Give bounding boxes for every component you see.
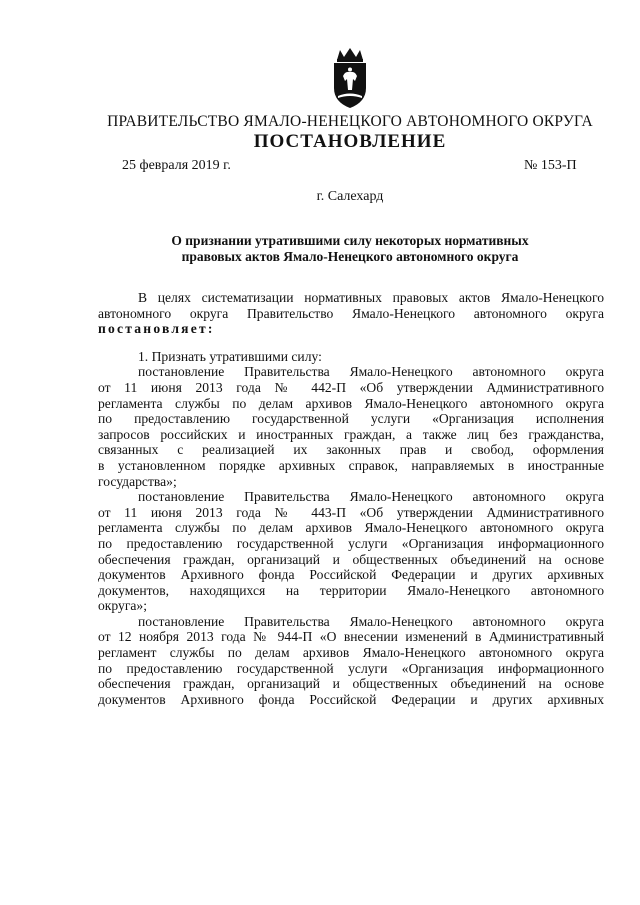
act-1-line: государства»; — [98, 473, 177, 489]
document-body — [98, 290, 604, 707]
document-subject — [0, 233, 640, 265]
act-2-line: округа»; — [98, 598, 147, 614]
resolves-word: постановляет: — [98, 321, 215, 337]
document-type-title: ПОСТАНОВЛЕНИЕ — [253, 131, 447, 152]
government-name: ПРАВИТЕЛЬСТВО ЯМАЛО-НЕНЕЦКОГО АВТОНОМНОГО ОКРУГА — [107, 113, 593, 130]
act-2-line: по предоставлению государственной услуги «Организация информационного — [98, 535, 604, 551]
document-city: г. Салехард — [316, 189, 384, 204]
act-1-line: запросов российских и иностранных граждан, а также лиц без гражданства, — [98, 426, 604, 442]
act-1-line: по предоставлению государственной услуги «Организация исполнения — [98, 411, 604, 427]
act-2-line: документов, находящихся на территории Ямало-Ненецкого автономного — [98, 582, 604, 598]
act-3-line: документов Архивного фонда Российской Федерации и других архивных — [98, 691, 604, 707]
act-2-line: документов Архивного фонда Российской Федерации и других архивных — [98, 567, 604, 583]
act-3-line: обеспечения граждан, организаций и общественных объединений на основе — [98, 676, 604, 692]
subject-line: правовых актов Ямало-Ненецкого автономного округа — [181, 249, 519, 264]
act-3-line: постановление Правительства Ямало-Ненецкого автономного округа — [138, 613, 604, 629]
act-2-line: постановление Правительства Ямало-Ненецкого автономного округа — [138, 489, 604, 505]
preamble-line: автономного округа Правительство Ямало-Ненецкого автономного округа — [98, 305, 604, 321]
document-date: 25 февраля 2019 г. — [122, 158, 231, 173]
act-3-line: по предоставлению государственной услуги «Организация информационного — [98, 660, 604, 676]
act-3-line: регламент службы по делам архивов Ямало-Ненецкого автономного округа — [98, 645, 604, 661]
document-number: № 153-П — [524, 158, 577, 173]
subject-line: О признании утратившими силу некоторых нормативных — [171, 233, 529, 248]
preamble-line: В целях систематизации нормативных правовых актов Ямало-Ненецкого — [138, 290, 604, 305]
coat-of-arms-emblem — [328, 46, 372, 112]
act-1-line: в установленном порядке архивных справок, направляемых в иностранные — [98, 457, 604, 473]
act-2-line: обеспечения граждан, организаций и общественных объединений на основе — [98, 551, 604, 567]
act-1-line: постановление Правительства Ямало-Ненецкого автономного округа — [138, 364, 604, 380]
item-1-title: 1. Признать утратившими силу: — [138, 348, 322, 364]
act-1-line: связанных с реализацией их законных прав и свобод, оформления — [98, 442, 604, 458]
act-1-line: от 11 июня 2013 года № 442-П «Об утверждении Административного — [98, 379, 604, 395]
act-3-line: от 12 ноября 2013 года № 944-П «О внесении изменений в Административный — [98, 629, 604, 645]
act-1-line: регламента службы по делам архивов Ямало-Ненецкого автономного округа — [98, 395, 604, 411]
act-2-line: от 11 июня 2013 года № 443-П «Об утверждении Административного — [98, 504, 604, 520]
act-2-line: регламента службы по делам архивов Ямало-Ненецкого автономного округа — [98, 520, 604, 536]
